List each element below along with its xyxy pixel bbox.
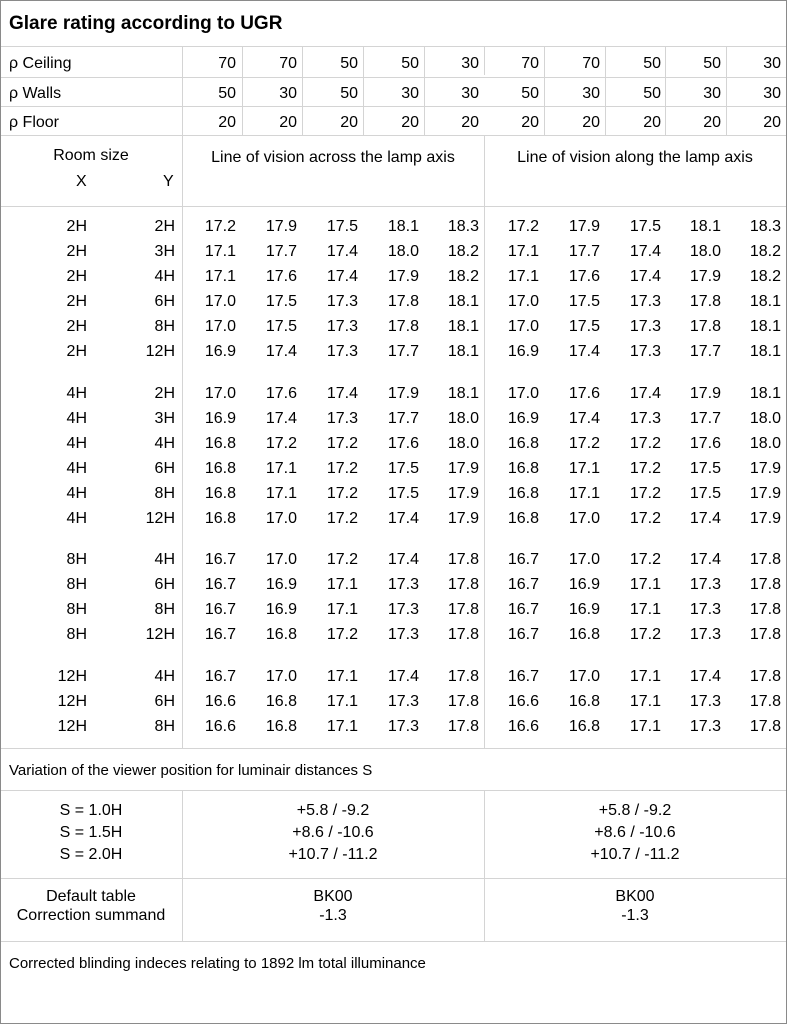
ugr-value: 18.3	[447, 218, 479, 235]
ugr-value: 17.1	[326, 600, 358, 618]
ugr-value: 17.3	[387, 692, 419, 710]
variation-heading: Variation of the viewer position for luminair distances S	[9, 762, 373, 779]
ugr-value: 16.9	[265, 575, 297, 593]
ugr-value: 16.8	[507, 484, 539, 502]
ugr-value: 16.8	[507, 459, 539, 477]
ugr-value: 18.1	[447, 342, 479, 360]
ugr-value: 17.7	[387, 342, 419, 360]
across-correction: -1.3	[319, 907, 347, 924]
ugr-value: 17.1	[326, 692, 358, 710]
ugr-value: 17.3	[326, 409, 358, 427]
ugr-value: 17.7	[568, 242, 600, 260]
ugr-value: 17.9	[749, 484, 781, 502]
ugr-value: 17.2	[629, 459, 661, 477]
ugr-value: 17.3	[387, 717, 419, 735]
ugr-value: 17.1	[265, 459, 297, 477]
ugr-value: 16.7	[507, 600, 539, 618]
ugr-value: 17.2	[507, 218, 539, 235]
ugr-value: 18.1	[749, 385, 781, 402]
ugr-value: 17.4	[568, 409, 600, 427]
ugr-value: 18.2	[749, 267, 781, 285]
ugr-value: 17.0	[204, 385, 236, 402]
default-table-label: Default table	[46, 888, 136, 905]
ugr-value: 16.7	[204, 575, 236, 593]
ugr-value: 17.4	[265, 342, 297, 360]
ugr-value: 17.9	[447, 484, 479, 502]
ugr-value: 17.3	[326, 292, 358, 310]
ugr-value: 17.1	[204, 267, 236, 285]
ugr-value: 17.4	[629, 242, 661, 260]
ugr-value: 17.1	[204, 242, 236, 260]
ugr-value: 16.8	[265, 692, 297, 710]
ugr-value: 16.7	[507, 625, 539, 643]
ugr-value: 17.5	[629, 218, 661, 235]
ugr-value: 17.2	[326, 484, 358, 502]
ugr-value: 17.0	[507, 292, 539, 310]
across-default-table: BK00	[313, 888, 353, 905]
across-axis-heading: Line of vision across the lamp axis	[211, 149, 455, 166]
row-divider	[1, 135, 786, 136]
ugr-value: 17.4	[326, 385, 358, 402]
variation-s: S = 2.0H	[59, 846, 123, 863]
room-y: 6H	[154, 575, 175, 593]
reflectance-value: 50	[218, 85, 236, 102]
ugr-value: 17.7	[387, 409, 419, 427]
page-title: Glare rating according to UGR	[9, 13, 283, 34]
row-divider	[1, 206, 786, 207]
ugr-value: 16.9	[265, 600, 297, 618]
ugr-value: 17.0	[265, 509, 297, 527]
ugr-value: 17.3	[629, 317, 661, 335]
ugr-value: 17.8	[447, 717, 479, 735]
ugr-value: 16.8	[507, 509, 539, 527]
ugr-value: 18.0	[749, 409, 781, 427]
ugr-value: 17.9	[447, 509, 479, 527]
variation-s: S = 1.5H	[59, 824, 123, 841]
room-x: 4H	[66, 509, 87, 527]
room-y: 4H	[154, 551, 175, 568]
ugr-value: 16.8	[568, 717, 600, 735]
ugr-value: 17.3	[387, 600, 419, 618]
room-x: 2H	[66, 242, 87, 260]
ugr-value: 17.3	[387, 625, 419, 643]
along-default-table: BK00	[615, 888, 655, 905]
ugr-value: 18.1	[387, 218, 419, 235]
ugr-value: 18.1	[749, 292, 781, 310]
ugr-value: 17.0	[204, 317, 236, 335]
ugr-value: 17.1	[629, 600, 661, 618]
ugr-value: 17.4	[629, 385, 661, 402]
ugr-value: 17.8	[387, 292, 419, 310]
reflectance-value: 20	[218, 114, 236, 131]
ugr-value: 17.9	[749, 459, 781, 477]
ugr-value: 17.8	[749, 575, 781, 593]
ugr-value: 17.8	[689, 317, 721, 335]
ugr-value: 17.4	[568, 342, 600, 360]
ugr-value: 16.8	[204, 459, 236, 477]
ugr-value: 16.8	[265, 717, 297, 735]
reflectance-value: 30	[763, 55, 781, 72]
reflectance-value: 20	[582, 114, 600, 131]
ugr-value: 16.6	[507, 692, 539, 710]
ugr-value: 17.3	[629, 409, 661, 427]
ugr-value: 17.7	[689, 409, 721, 427]
reflectance-value: 20	[703, 114, 721, 131]
ugr-value: 18.1	[749, 317, 781, 335]
ugr-value: 18.2	[447, 267, 479, 285]
reflectance-label: ρ Ceiling	[9, 55, 72, 72]
ugr-value: 17.0	[265, 551, 297, 568]
room-y: 8H	[154, 717, 175, 735]
reflectance-value: 30	[401, 85, 419, 102]
room-y: 12H	[145, 625, 175, 643]
room-size-label: Room size	[53, 147, 129, 164]
ugr-value: 17.1	[568, 484, 600, 502]
ugr-value: 17.0	[507, 317, 539, 335]
ugr-value: 16.8	[204, 484, 236, 502]
ugr-value: 17.8	[447, 625, 479, 643]
ugr-value: 17.5	[387, 484, 419, 502]
ugr-value: 17.8	[447, 600, 479, 618]
reflectance-value: 70	[582, 55, 600, 72]
room-x: 8H	[66, 600, 87, 618]
reflectance-value: 20	[643, 114, 661, 131]
room-x: 12H	[57, 668, 87, 685]
ugr-value: 17.1	[568, 459, 600, 477]
ugr-value: 17.8	[749, 625, 781, 643]
variation-across: +10.7 / -11.2	[288, 846, 378, 863]
ugr-value: 16.7	[507, 668, 539, 685]
ugr-value: 16.7	[507, 575, 539, 593]
reflectance-value: 50	[340, 85, 358, 102]
ugr-value: 17.2	[326, 625, 358, 643]
ugr-value: 17.4	[326, 242, 358, 260]
ugr-value: 18.2	[749, 242, 781, 260]
ugr-value: 17.6	[265, 267, 297, 285]
ugr-value: 17.4	[326, 267, 358, 285]
ugr-value: 18.2	[447, 242, 479, 260]
row-divider	[1, 46, 786, 47]
ugr-value: 17.4	[387, 509, 419, 527]
reflectance-value: 20	[401, 114, 419, 131]
ugr-value: 17.8	[447, 575, 479, 593]
reflectance-value: 30	[461, 85, 479, 102]
reflectance-value: 50	[401, 55, 419, 72]
ugr-value: 17.2	[265, 434, 297, 452]
ugr-value: 17.1	[629, 575, 661, 593]
row-divider	[1, 748, 786, 749]
variation-along: +8.6 / -10.6	[594, 824, 676, 841]
row-divider	[1, 106, 786, 107]
room-y: 8H	[154, 484, 175, 502]
room-y: 4H	[154, 267, 175, 285]
ugr-value: 17.4	[689, 551, 721, 568]
ugr-value: 16.8	[204, 434, 236, 452]
reflectance-value: 70	[521, 55, 539, 72]
ugr-value: 17.4	[387, 668, 419, 685]
ugr-value: 17.3	[326, 342, 358, 360]
ugr-value: 18.1	[447, 292, 479, 310]
ugr-value: 16.7	[204, 551, 236, 568]
ugr-value: 16.9	[568, 575, 600, 593]
ugr-value: 17.9	[447, 459, 479, 477]
ugr-value: 16.9	[507, 409, 539, 427]
ugr-value: 17.1	[326, 668, 358, 685]
ugr-value: 17.4	[689, 509, 721, 527]
room-y: 6H	[154, 292, 175, 310]
ugr-value: 17.9	[749, 509, 781, 527]
ugr-value: 17.2	[629, 434, 661, 452]
ugr-value: 16.9	[204, 342, 236, 360]
ugr-value: 17.9	[689, 267, 721, 285]
reflectance-value: 20	[521, 114, 539, 131]
reflectance-value: 70	[279, 55, 297, 72]
ugr-value: 17.3	[326, 317, 358, 335]
ugr-value: 17.3	[689, 717, 721, 735]
ugr-value: 17.1	[629, 668, 661, 685]
reflectance-value: 30	[582, 85, 600, 102]
reflectance-value: 50	[521, 85, 539, 102]
ugr-value: 18.1	[749, 342, 781, 360]
reflectance-value: 30	[461, 55, 479, 72]
room-x: 4H	[66, 409, 87, 427]
room-y: 2H	[154, 385, 175, 402]
ugr-value: 17.0	[568, 668, 600, 685]
room-y: 3H	[154, 242, 175, 260]
room-size-x-label: X	[76, 173, 87, 190]
ugr-value: 17.6	[387, 434, 419, 452]
ugr-value: 17.8	[447, 551, 479, 568]
room-x: 8H	[66, 551, 87, 568]
room-y: 4H	[154, 434, 175, 452]
ugr-value: 18.0	[447, 409, 479, 427]
ugr-value: 17.3	[689, 692, 721, 710]
ugr-value: 17.0	[507, 385, 539, 402]
ugr-value: 17.5	[326, 218, 358, 235]
ugr-value: 16.6	[507, 717, 539, 735]
ugr-value: 17.5	[387, 459, 419, 477]
ugr-value: 18.1	[447, 385, 479, 402]
room-y: 4H	[154, 668, 175, 685]
ugr-value: 17.0	[568, 509, 600, 527]
room-x: 8H	[66, 575, 87, 593]
ugr-value: 17.2	[326, 434, 358, 452]
ugr-value: 17.6	[689, 434, 721, 452]
reflectance-value: 20	[763, 114, 781, 131]
ugr-value: 17.8	[689, 292, 721, 310]
ugr-value: 17.7	[265, 242, 297, 260]
ugr-value: 17.2	[568, 434, 600, 452]
ugr-value: 17.2	[204, 218, 236, 235]
room-y: 8H	[154, 600, 175, 618]
ugr-value: 17.5	[689, 484, 721, 502]
ugr-value: 17.6	[568, 267, 600, 285]
ugr-value: 17.1	[507, 242, 539, 260]
room-x: 2H	[66, 267, 87, 285]
ugr-value: 18.0	[387, 242, 419, 260]
reflectance-value: 20	[279, 114, 297, 131]
reflectance-value: 30	[279, 85, 297, 102]
room-y: 12H	[145, 509, 175, 527]
ugr-value: 17.1	[507, 267, 539, 285]
ugr-value: 17.8	[387, 317, 419, 335]
along-axis-heading: Line of vision along the lamp axis	[517, 149, 753, 166]
ugr-value: 17.2	[326, 509, 358, 527]
correction-label: Correction summand	[16, 907, 166, 924]
row-divider	[1, 878, 786, 879]
ugr-value: 16.7	[204, 625, 236, 643]
variation-along: +5.8 / -9.2	[598, 802, 672, 819]
ugr-value: 17.7	[689, 342, 721, 360]
ugr-value: 17.6	[568, 385, 600, 402]
ugr-value: 17.3	[689, 600, 721, 618]
ugr-value: 17.1	[629, 717, 661, 735]
ugr-value: 18.0	[689, 242, 721, 260]
ugr-value: 17.3	[689, 625, 721, 643]
reflectance-value: 30	[763, 85, 781, 102]
reflectance-value: 50	[643, 55, 661, 72]
reflectance-label: ρ Walls	[9, 85, 62, 102]
ugr-value: 17.8	[749, 717, 781, 735]
room-x: 12H	[57, 692, 87, 710]
ugr-value: 17.2	[629, 625, 661, 643]
ugr-value: 17.9	[568, 218, 600, 235]
ugr-value: 17.1	[629, 692, 661, 710]
ugr-value: 17.2	[629, 509, 661, 527]
ugr-value: 17.1	[326, 717, 358, 735]
ugr-value: 16.7	[204, 668, 236, 685]
room-y: 8H	[154, 317, 175, 335]
ugr-value: 16.8	[265, 625, 297, 643]
room-y: 12H	[145, 342, 175, 360]
reflectance-value: 30	[703, 85, 721, 102]
ugr-value: 16.6	[204, 692, 236, 710]
room-x: 4H	[66, 385, 87, 402]
reflectance-value: 20	[461, 114, 479, 131]
room-y: 3H	[154, 409, 175, 427]
ugr-value: 18.1	[447, 317, 479, 335]
room-y: 6H	[154, 459, 175, 477]
ugr-value: 17.4	[387, 551, 419, 568]
ugr-value: 17.2	[326, 459, 358, 477]
ugr-value: 17.8	[447, 692, 479, 710]
ugr-value: 17.5	[265, 292, 297, 310]
ugr-value: 18.0	[749, 434, 781, 452]
reflectance-value: 50	[340, 55, 358, 72]
reflectance-label: ρ Floor	[9, 114, 59, 131]
room-x: 2H	[66, 218, 87, 235]
ugr-value: 18.3	[749, 218, 781, 235]
room-x: 4H	[66, 434, 87, 452]
ugr-value: 17.2	[629, 484, 661, 502]
ugr-value: 17.5	[568, 317, 600, 335]
ugr-value: 18.0	[447, 434, 479, 452]
ugr-value: 17.5	[568, 292, 600, 310]
ugr-value: 17.8	[749, 668, 781, 685]
room-x: 12H	[57, 717, 87, 735]
ugr-value: 16.8	[568, 625, 600, 643]
room-x: 4H	[66, 484, 87, 502]
ugr-value: 17.4	[689, 668, 721, 685]
ugr-value: 17.3	[387, 575, 419, 593]
variation-across: +5.8 / -9.2	[296, 802, 370, 819]
variation-across: +8.6 / -10.6	[292, 824, 374, 841]
room-x: 2H	[66, 342, 87, 360]
ugr-value: 16.8	[507, 434, 539, 452]
ugr-value: 17.1	[326, 575, 358, 593]
ugr-value: 17.2	[629, 551, 661, 568]
ugr-value: 17.3	[689, 575, 721, 593]
ugr-value: 18.1	[689, 218, 721, 235]
ugr-value: 17.5	[265, 317, 297, 335]
room-x: 2H	[66, 317, 87, 335]
row-divider	[1, 790, 786, 791]
footer-note: Corrected blinding indeces relating to 1892 lm total illuminance	[9, 955, 426, 972]
ugr-value: 17.3	[629, 342, 661, 360]
ugr-value: 17.8	[749, 551, 781, 568]
ugr-value: 17.8	[749, 692, 781, 710]
ugr-value: 16.9	[568, 600, 600, 618]
reflectance-value: 20	[340, 114, 358, 131]
room-x: 8H	[66, 625, 87, 643]
ugr-value: 16.7	[204, 600, 236, 618]
ugr-value: 16.9	[507, 342, 539, 360]
room-x: 2H	[66, 292, 87, 310]
room-y: 6H	[154, 692, 175, 710]
row-divider	[1, 941, 786, 942]
ugr-value: 16.9	[204, 409, 236, 427]
reflectance-value: 50	[703, 55, 721, 72]
variation-along: +10.7 / -11.2	[590, 846, 680, 863]
ugr-value: 17.4	[265, 409, 297, 427]
ugr-value: 17.9	[265, 218, 297, 235]
room-size-y-label: Y	[163, 173, 174, 190]
row-divider	[1, 77, 786, 78]
variation-s: S = 1.0H	[59, 802, 123, 819]
ugr-value: 17.5	[689, 459, 721, 477]
ugr-value: 17.0	[204, 292, 236, 310]
ugr-value: 17.8	[447, 668, 479, 685]
ugr-value: 17.0	[265, 668, 297, 685]
ugr-value: 17.6	[265, 385, 297, 402]
ugr-value: 17.8	[749, 600, 781, 618]
room-y: 2H	[154, 218, 175, 235]
ugr-value: 16.8	[204, 509, 236, 527]
ugr-value: 17.3	[629, 292, 661, 310]
ugr-value: 17.0	[568, 551, 600, 568]
ugr-value: 16.7	[507, 551, 539, 568]
ugr-value: 17.9	[689, 385, 721, 402]
ugr-value: 17.9	[387, 267, 419, 285]
room-x: 4H	[66, 459, 87, 477]
ugr-value: 16.6	[204, 717, 236, 735]
ugr-value: 17.2	[326, 551, 358, 568]
ugr-value: 17.4	[629, 267, 661, 285]
ugr-value: 16.8	[568, 692, 600, 710]
along-correction: -1.3	[621, 907, 649, 924]
reflectance-value: 50	[643, 85, 661, 102]
ugr-value: 17.9	[387, 385, 419, 402]
ugr-value: 17.1	[265, 484, 297, 502]
reflectance-value: 70	[218, 55, 236, 72]
